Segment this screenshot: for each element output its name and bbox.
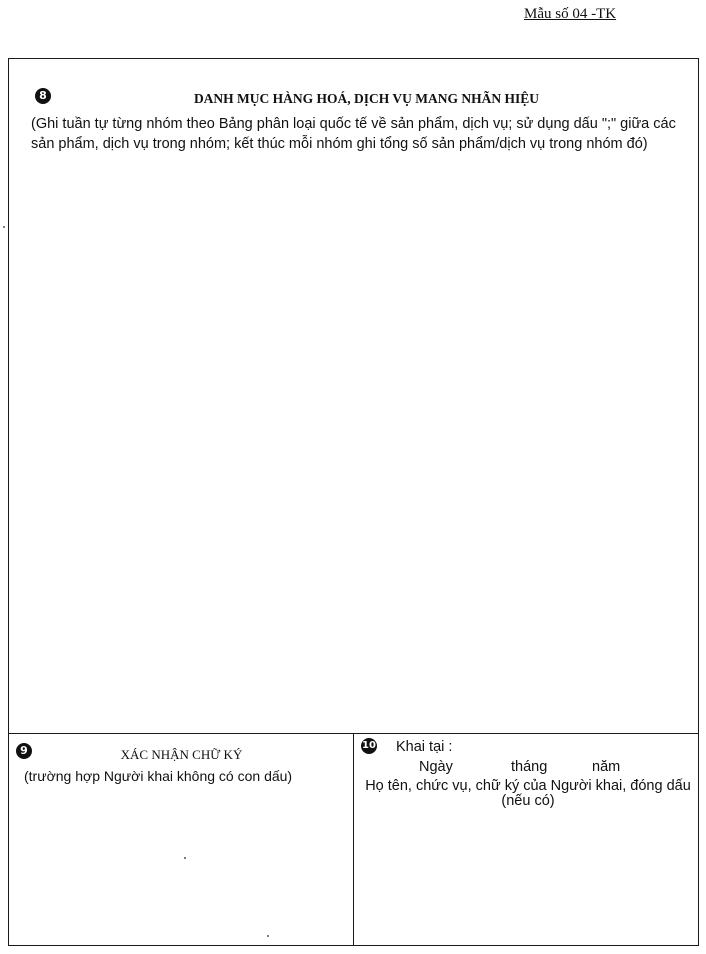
scan-speck: [184, 857, 186, 859]
month-label: tháng: [511, 759, 548, 775]
form-code: Mẫu số 04 -TK: [524, 6, 617, 22]
day-label: Ngày: [419, 759, 453, 775]
signature-confirmation-section: [9, 734, 354, 945]
signature-confirmation-note: (trường hợp Người khai không có con dấu): [24, 768, 293, 784]
signature-confirmation-title: XÁC NHẬN CHỮ KÝ: [120, 747, 243, 762]
section-9-number-badge: 9: [16, 743, 32, 759]
section-8-number-badge: 8: [35, 88, 51, 104]
declarant-section: [354, 734, 698, 945]
form-frame: [8, 58, 699, 946]
year-label: năm: [592, 759, 621, 775]
declaration-date-row: [354, 759, 698, 777]
goods-services-instruction: (Ghi tuần tự từng nhóm theo Bảng phân loại quốc tế về sản phẩm, dịch vụ; sử dụng dấu ";" giữa các sản phẩm, dịch vụ trong nhóm; kết thúc mỗi nhóm ghi tổng số sản phẩm/dịch vụ trong nhóm đó): [31, 116, 676, 152]
scan-speck: [3, 226, 5, 228]
declarant-signature-label: Họ tên, chức vụ, chữ ký của Người khai, đóng dấu (nếu có): [365, 778, 691, 809]
goods-services-title: DANH MỤC HÀNG HOÁ, DỊCH VỤ MANG NHÃN HIỆU: [193, 91, 540, 106]
section-10-number-badge: 10: [361, 738, 377, 754]
declaration-place-label: Khai tại :: [396, 739, 453, 755]
goods-services-section: [9, 59, 698, 734]
scan-speck: [267, 935, 269, 937]
